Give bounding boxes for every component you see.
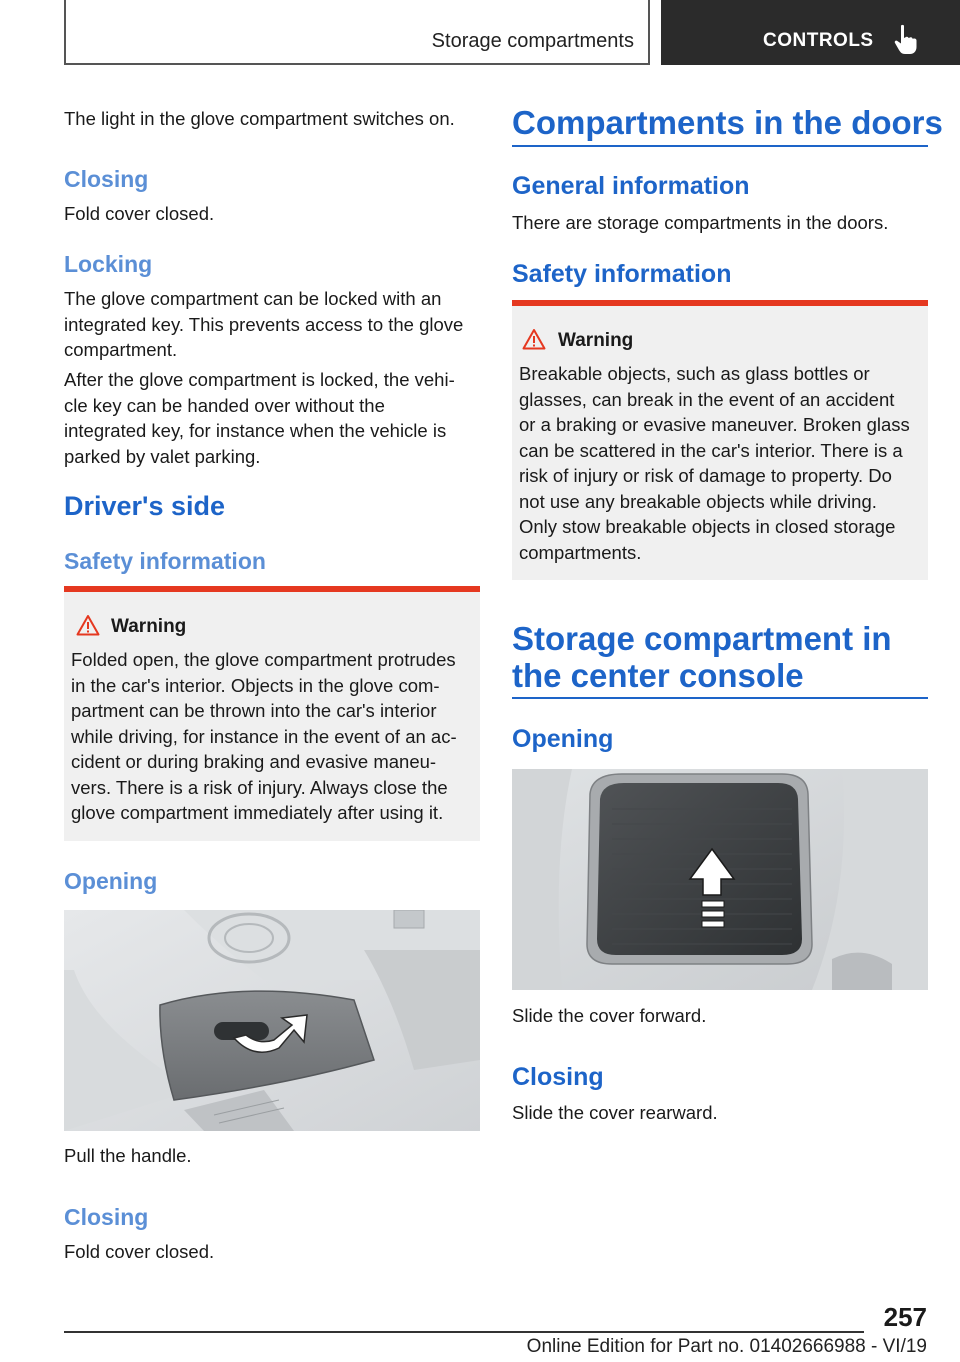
glove-light-text: The light in the glove compartment switches on.: [64, 108, 455, 129]
text-line: not use any breakable objects while driving.: [519, 490, 877, 512]
text-line: parked by valet parking.: [64, 445, 261, 467]
pull-handle-text: Pull the handle.: [64, 1145, 192, 1166]
text-line: cident or during braking and evasive maneu‐: [71, 751, 437, 772]
left-closing-heading-2: Closing: [64, 1204, 149, 1230]
left-safety-heading: Safety information: [64, 548, 266, 574]
center-console-illustration: [512, 769, 928, 990]
text-line: cle key can be handed over without the: [64, 394, 385, 416]
text-line: Breakable objects, such as glass bottles or: [519, 363, 870, 384]
text-line: integrated key, for instance when the vehicle is: [64, 420, 447, 441]
warning-triangle-icon: [522, 328, 546, 350]
text-line: in the car's interior. Objects in the glove com‐: [71, 674, 440, 696]
text-line: risk of injury or risk of damage to property. Do: [519, 465, 892, 486]
warning-text: [71, 647, 481, 826]
drivers-side-heading: Driver's side: [64, 491, 226, 521]
text-line: Folded open, the glove compartment protrudes: [71, 649, 456, 670]
slide-forward-text: Slide the cover forward.: [512, 1005, 707, 1026]
warning-label: Warning: [558, 330, 634, 351]
warning-bar: [512, 300, 928, 306]
left-closing-text-2: Fold cover closed.: [64, 1241, 215, 1262]
locking-heading: Locking: [64, 251, 153, 277]
page-number: 257: [883, 1302, 927, 1332]
center-console-drawing: [512, 769, 928, 990]
footer-rule: [64, 1331, 864, 1333]
glove-compartment-drawing: [64, 910, 480, 1131]
header-rule-bottom: [64, 63, 650, 65]
center-console-heading: [512, 620, 892, 694]
text-line: glove compartment immediately after using it.: [71, 802, 444, 823]
edition-text: Online Edition for Part no. 01402666988 - VI/19: [526, 1336, 927, 1357]
heading-line: Storage compartment in: [512, 620, 892, 657]
locking-paragraph-2: [64, 367, 484, 469]
right-safety-heading: Safety information: [512, 260, 732, 288]
slide-rearward-text: Slide the cover rearward.: [512, 1102, 718, 1123]
glove-compartment-illustration: [64, 910, 480, 1131]
text-line: The glove compartment can be locked with an: [64, 288, 442, 309]
right-warning-box: [512, 300, 928, 580]
text-line: Only stow breakable objects in closed storage: [519, 516, 896, 537]
pointing-hand-icon: [893, 24, 919, 56]
text-line: or a braking or evasive maneuver. Broken glass: [519, 414, 910, 435]
header-rule-left: [64, 0, 66, 64]
warning-label: Warning: [111, 616, 187, 637]
text-line: compartment.: [64, 339, 178, 360]
text-line: glasses, can break in the event of an accident: [519, 388, 895, 410]
left-warning-box: [64, 586, 480, 841]
header-tab[interactable]: [661, 0, 960, 65]
heading-rule: [512, 145, 928, 147]
general-info-text: There are storage compartments in the doors.: [512, 212, 889, 233]
text-line: integrated key. This prevents access to the glove: [64, 313, 464, 335]
right-closing-heading: Closing: [512, 1063, 604, 1091]
doors-heading: Compartments in the doors: [512, 104, 943, 141]
locking-paragraph-1: [64, 286, 484, 363]
warning-text: [519, 361, 929, 565]
warning-bar: [64, 586, 480, 592]
header-tab-label: CONTROLS: [763, 30, 874, 51]
left-opening-heading: Opening: [64, 868, 158, 894]
text-line: while driving, for instance in the event of an ac‐: [71, 725, 457, 747]
text-line: can be scattered in the car's interior. There is a: [519, 439, 903, 461]
text-line: After the glove compartment is locked, the vehi‐: [64, 369, 455, 390]
heading-line: the center console: [512, 657, 804, 694]
text-line: compartments.: [519, 541, 642, 563]
warning-triangle-icon: [76, 614, 100, 636]
right-opening-heading: Opening: [512, 725, 614, 753]
closing-text: Fold cover closed.: [64, 203, 215, 224]
closing-heading: Closing: [64, 166, 149, 192]
header-section-title: Storage compartments: [431, 30, 634, 52]
heading-rule: [512, 697, 928, 699]
header-rule-right: [648, 0, 650, 64]
text-line: partment can be thrown into the car's interior: [71, 700, 437, 721]
general-info-heading: General information: [512, 172, 750, 200]
text-line: vers. There is a risk of injury. Always close the: [71, 776, 448, 798]
